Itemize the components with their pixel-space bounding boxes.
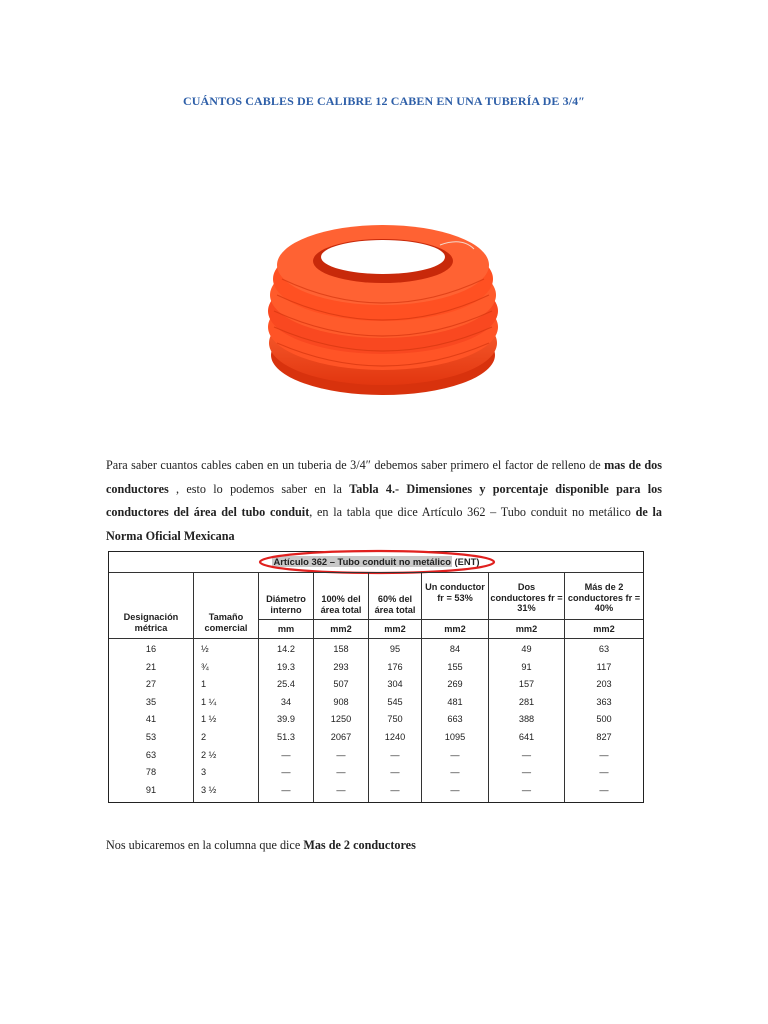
- table-caption-rest: (ENT): [451, 556, 480, 567]
- header-diametro: Diámetro interno: [266, 594, 306, 615]
- table-cell: 84: [449, 644, 461, 654]
- table-cell: 158: [333, 644, 349, 654]
- rule: [488, 572, 489, 802]
- table-cell: —: [599, 767, 609, 778]
- rule: [368, 572, 369, 802]
- table-cell: 500: [596, 714, 612, 725]
- table-cell: 304: [387, 679, 403, 690]
- table-cell: —: [450, 767, 460, 778]
- table-cell: 41: [145, 714, 157, 725]
- table-cell: 293: [333, 661, 349, 672]
- table-cell: —: [390, 784, 400, 795]
- table-cell: —: [450, 784, 460, 795]
- table-cell: 507: [333, 679, 349, 690]
- rule: [564, 572, 565, 802]
- para-bold-1: mas de dos conductores: [106, 458, 662, 496]
- table-cell: —: [281, 767, 291, 778]
- table-cell: —: [390, 767, 400, 778]
- rule: [313, 572, 314, 802]
- table-cell: —: [521, 749, 532, 760]
- table-cell: 641: [518, 732, 535, 742]
- table-cell: 157: [518, 679, 535, 690]
- table-cell: 281: [518, 696, 535, 707]
- table-cell: —: [450, 749, 460, 760]
- table-cell: —: [390, 749, 400, 760]
- table-cell: 35: [145, 696, 157, 707]
- table-cell: 1 ½: [201, 714, 217, 725]
- unit-cell: mm2: [330, 624, 352, 634]
- table-cell: 3 ½: [201, 784, 217, 795]
- table-cell: 51.3: [277, 732, 295, 742]
- closing-paragraph: [106, 838, 416, 853]
- table-cell: 908: [333, 696, 349, 707]
- table-cell: 2067: [330, 732, 352, 742]
- para-bold-3: de la Norma Oficial Mexicana: [106, 505, 662, 543]
- table-cell: 63: [598, 644, 610, 654]
- page-title: CUÁNTOS CABLES DE CALIBRE 12 CABEN EN UNA TUBERÍA DE 3/4″: [183, 94, 585, 108]
- unit-cell: mm: [277, 624, 295, 634]
- table-cell: —: [281, 784, 291, 795]
- rule: [109, 572, 643, 573]
- table-cell: 750: [387, 714, 403, 725]
- header-area60: 60% del área total: [374, 594, 416, 615]
- table-cell: —: [521, 784, 532, 795]
- table-cell: 481: [447, 696, 463, 707]
- intro-paragraph: [106, 454, 662, 548]
- conduit-dimensions-table: [108, 551, 644, 803]
- table-cell: 49: [521, 644, 532, 654]
- para-text-1: Para saber cuantos cables caben en un tuberia de 3/4″ debemos saber primero el factor de relleno de: [106, 458, 605, 472]
- table-cell: 63: [145, 749, 157, 760]
- table-cell: 827: [596, 732, 612, 742]
- unit-cell: mm2: [515, 624, 538, 634]
- header-area100: 100% del área total: [320, 594, 362, 615]
- table-cell: 388: [518, 714, 535, 725]
- rule: [193, 572, 194, 802]
- rule: [258, 619, 643, 620]
- table-cell: —: [281, 749, 291, 760]
- conduit-coil-image: [262, 205, 504, 400]
- table-cell: —: [521, 767, 532, 778]
- para-text-2: , esto lo podemos saber en la: [168, 481, 350, 496]
- table-cell: 176: [387, 661, 403, 672]
- header-dos-conductores: Dos conductores fr = 31%: [490, 582, 563, 613]
- table-cell: —: [599, 784, 609, 795]
- table-cell: 27: [145, 679, 157, 690]
- table-cell: 203: [596, 679, 612, 690]
- closing-bold: Mas de 2 conductores: [303, 838, 416, 852]
- table-cell: 1: [201, 679, 207, 690]
- table-cell: 53: [145, 732, 157, 742]
- table-cell: 91: [521, 661, 532, 672]
- table-cell: 16: [145, 644, 157, 654]
- table-cell: 545: [387, 696, 403, 707]
- table-cell: —: [336, 767, 346, 778]
- table-cell: 3: [201, 767, 207, 778]
- table-cell: ½: [201, 644, 209, 654]
- table-cell: —: [336, 784, 346, 795]
- table-cell: 117: [596, 661, 612, 672]
- table-cell: 91: [145, 784, 157, 795]
- table-cell: 363: [596, 696, 612, 707]
- table-cell: 14.2: [277, 644, 295, 654]
- unit-cell: mm2: [593, 624, 615, 634]
- rule: [421, 572, 422, 802]
- para-bold-2: Tabla 4.- Dimensiones y porcentaje disponible para los conductores del área del tubo conduit: [106, 481, 662, 519]
- table-cell: 21: [145, 661, 157, 672]
- table-cell: 1240: [384, 732, 406, 742]
- table-cell: ¾: [201, 661, 209, 672]
- table-cell: 2 ½: [201, 749, 217, 760]
- para-text-3: , en la tabla que dice Artículo 362 – Tubo conduit no metálico: [309, 505, 636, 519]
- header-designacion: Designación métrica: [123, 612, 179, 633]
- table-cell: 34: [280, 696, 292, 707]
- table-cell: 2: [201, 732, 207, 742]
- table-cell: 39.9: [277, 714, 295, 725]
- table-cell: 78: [145, 767, 157, 778]
- table-cell: 155: [447, 661, 463, 672]
- table-caption-highlight: Artículo 362 – Tubo conduit no metálico: [273, 556, 451, 567]
- table-cell: —: [599, 749, 609, 760]
- table-cell: 663: [447, 714, 463, 725]
- table-cell: 1 ¼: [201, 696, 217, 707]
- rule: [109, 638, 643, 639]
- header-un-conductor: Un conductor fr = 53%: [425, 582, 485, 603]
- table-cell: 95: [389, 644, 401, 654]
- rule: [258, 572, 259, 802]
- unit-cell: mm2: [444, 624, 466, 634]
- unit-cell: mm2: [384, 624, 406, 634]
- table-cell: —: [336, 749, 346, 760]
- table-cell: 19.3: [277, 661, 295, 672]
- table-cell: 1095: [444, 732, 466, 742]
- table-cell: 25.4: [277, 679, 295, 690]
- closing-text: Nos ubicaremos en la columna que dice: [106, 838, 304, 852]
- table-cell: 1250: [330, 714, 352, 725]
- header-mas2-conductores: Más de 2 conductores fr = 40%: [567, 582, 641, 613]
- table-cell: 269: [447, 679, 463, 690]
- header-tamano: Tamaño comercial: [204, 612, 248, 633]
